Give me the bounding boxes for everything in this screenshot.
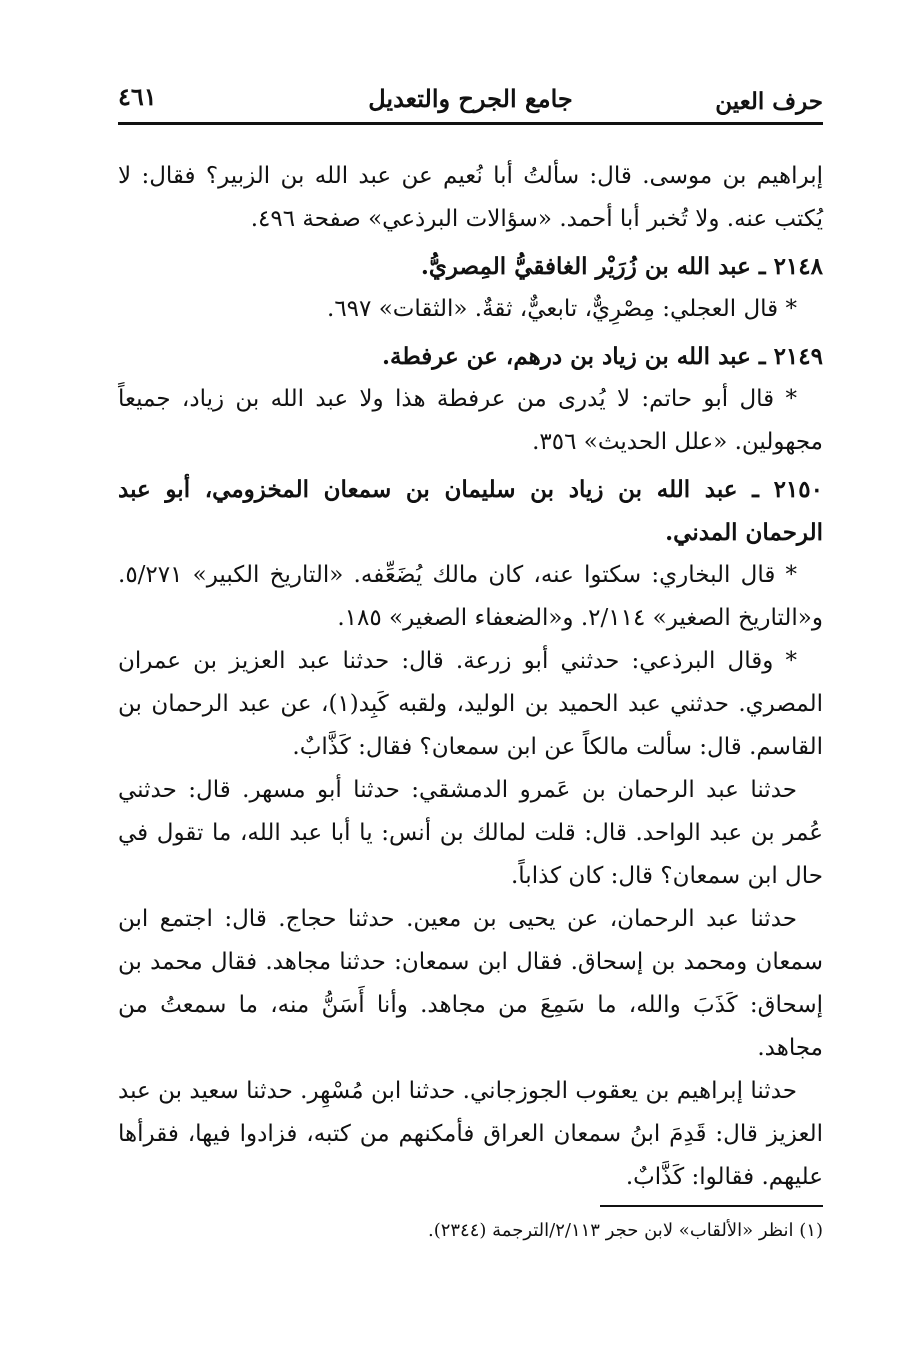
entry-heading-2148: ٢١٤٨ ـ عبد الله بن زُرَيْر الغافقيُّ المِصريُّ. [420, 253, 823, 280]
page-body [118, 155, 823, 1199]
paragraph: حدثنا عبد الرحمان، عن يحيى بن معين. حدثنا حجاج. قال: اجتمع ابن سمعان ومحمد بن إسحاق. فقال ابن سمعان: حدثنا مجاهد. فقال محمد بن إسحاق: كَذَبَ والله، ما سَمِعَ من مجاهد. وأنا أَسَنُّ منه، ما سمعتُ من مجاهد. [118, 906, 823, 1061]
header-rule [118, 122, 823, 125]
footnote-rule [600, 1205, 823, 1207]
paragraph: إبراهيم بن موسى. قال: سألتُ أبا نُعيم عن عبد الله بن الزبير؟ فقال: لا يُكتب عنه. ولا تُخبر أبا أحمد. «سؤالات البرذعي» صفحة ٤٩٦. [118, 163, 823, 232]
paragraph: حدثنا عبد الرحمان بن عَمرو الدمشقي: حدثنا أبو مسهر. قال: حدثني عُمر بن عبد الواحد. قال: قلت لمالك بن أنس: يا أبا عبد الله، ما تقول في حال ابن سمعان؟ قال: كان كذاباً. [118, 777, 823, 889]
entry-heading-2150: ٢١٥٠ ـ عبد الله بن زياد بن سليمان بن سمعان المخزومي، أبو عبد الرحمان المدني. [118, 476, 823, 546]
page-number: ٤٦١ [118, 82, 157, 111]
chapter-title: حرف العين [715, 88, 823, 115]
paragraph: حدثنا إبراهيم بن يعقوب الجوزجاني. حدثنا ابن مُسْهِر. حدثنا سعيد بن عبد العزيز قال: قَدِمَ ابنُ سمعان العراق فأمكنهم من كتبه، فزادوا فيها، فقرأها عليهم. فقالوا: كَذَّابٌ. [118, 1078, 823, 1190]
page-header [118, 70, 823, 124]
book-title: جامع الجرح والتعديل [368, 84, 573, 113]
paragraph: * قال أبو حاتم: لا يُدرى من عرفطة هذا ولا عبد الله بن زياد، جميعاً مجهولين. «علل الحديث» ٣٥٦. [118, 386, 823, 455]
paragraph: * قال البخاري: سكتوا عنه، كان مالك يُضَعِّفه. «التاريخ الكبير» ٥/٢٧١. و«التاريخ الصغير» ٢/١١٤. و«الضعفاء الصغير» ١٨٥. [118, 562, 823, 631]
paragraph: * وقال البرذعي: حدثني أبو زرعة. قال: حدثنا عبد العزيز بن عمران المصري. حدثني عبد الحميد بن الوليد، ولقبه كَبِد(١)، عن عبد الرحمان بن القاسم. قال: سألت مالكاً عن ابن سمعان؟ فقال: كَذَّابٌ. [118, 648, 823, 760]
footnote: (١) انظر «الألقاب» لابن حجر ٢/١١٣/الترجمة (٢٣٤٤). [427, 1220, 823, 1241]
paragraph: * قال العجلي: مِصْرِيٌّ، تابعيٌّ، ثقةٌ. «الثقات» ٦٩٧. [327, 296, 797, 322]
entry-heading-2149: ٢١٤٩ ـ عبد الله بن زياد بن درهم، عن عرفطة. [382, 343, 823, 370]
